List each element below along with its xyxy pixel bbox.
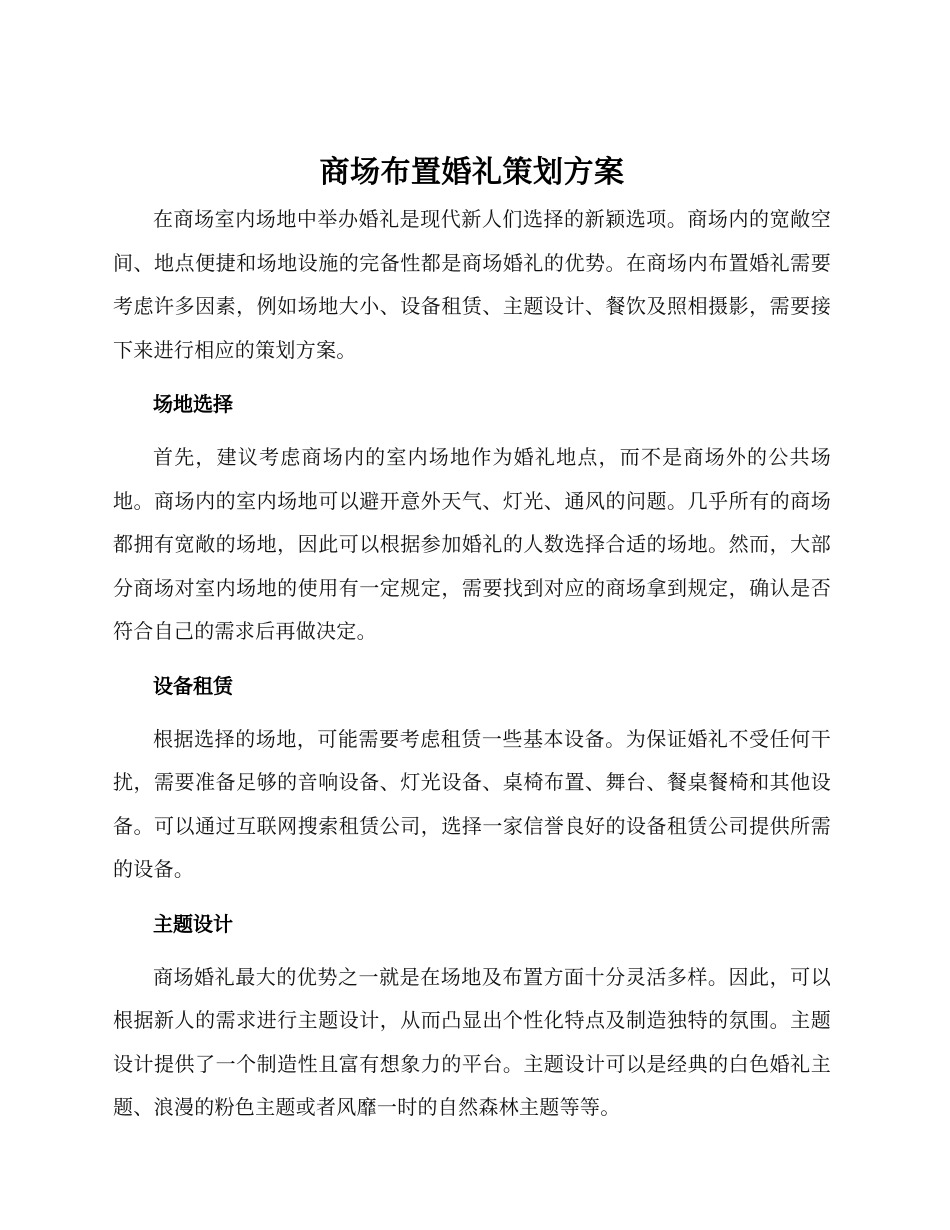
section-heading: 设备租赁 <box>153 673 233 698</box>
section-theme-design <box>113 906 831 1130</box>
document-page <box>113 148 831 1130</box>
section-venue-selection <box>113 386 831 654</box>
section-heading: 主题设计 <box>153 911 233 936</box>
section-paragraph: 首先，建议考虑商场内的室内场地作为婚礼地点，而不是商场外的公共场地。商场内的室内场地可以避开意外天气、灯光、通风的问题。几乎所有的商场都拥有宽敞的场地，因此可以根据参加婚礼的人数选择合适的场地。然而，大部分商场对室内场地的使用有一定规定，需要找到对应的商场拿到规定，确认是否符合自己的需求后再做决定。 <box>113 445 831 643</box>
section-equipment-rental <box>113 668 831 892</box>
section-paragraph: 商场婚礼最大的优势之一就是在场地及布置方面十分灵活多样。因此，可以根据新人的需求进行主题设计，从而凸显出个性化特点及制造独特的氛围。主题设计提供了一个制造性且富有想象力的平台。主题设计可以是经典的白色婚礼主题、浪漫的粉色主题或者风靡一时的自然森林主题等等。 <box>113 964 831 1119</box>
section-heading: 场地选择 <box>153 392 233 416</box>
intro-paragraph: 在商场室内场地中举办婚礼是现代新人们选择的新颖选项。商场内的宽敞空间、地点便捷和场地设施的完备性都是商场婚礼的优势。在商场内布置婚礼需要考虑许多因素，例如场地大小、设备租赁、主题设计、餐饮及照相摄影，需要接下来进行相应的策划方案。 <box>113 207 831 362</box>
document-title: 商场布置婚礼策划方案 <box>319 155 625 190</box>
section-paragraph: 根据选择的场地，可能需要考虑租赁一些基本设备。为保证婚礼不受任何干扰，需要准备足够的音响设备、灯光设备、桌椅布置、舞台、餐桌餐椅和其他设备。可以通过互联网搜索租赁公司，选择一家信誉良好的设备租赁公司提供所需的设备。 <box>113 726 831 881</box>
